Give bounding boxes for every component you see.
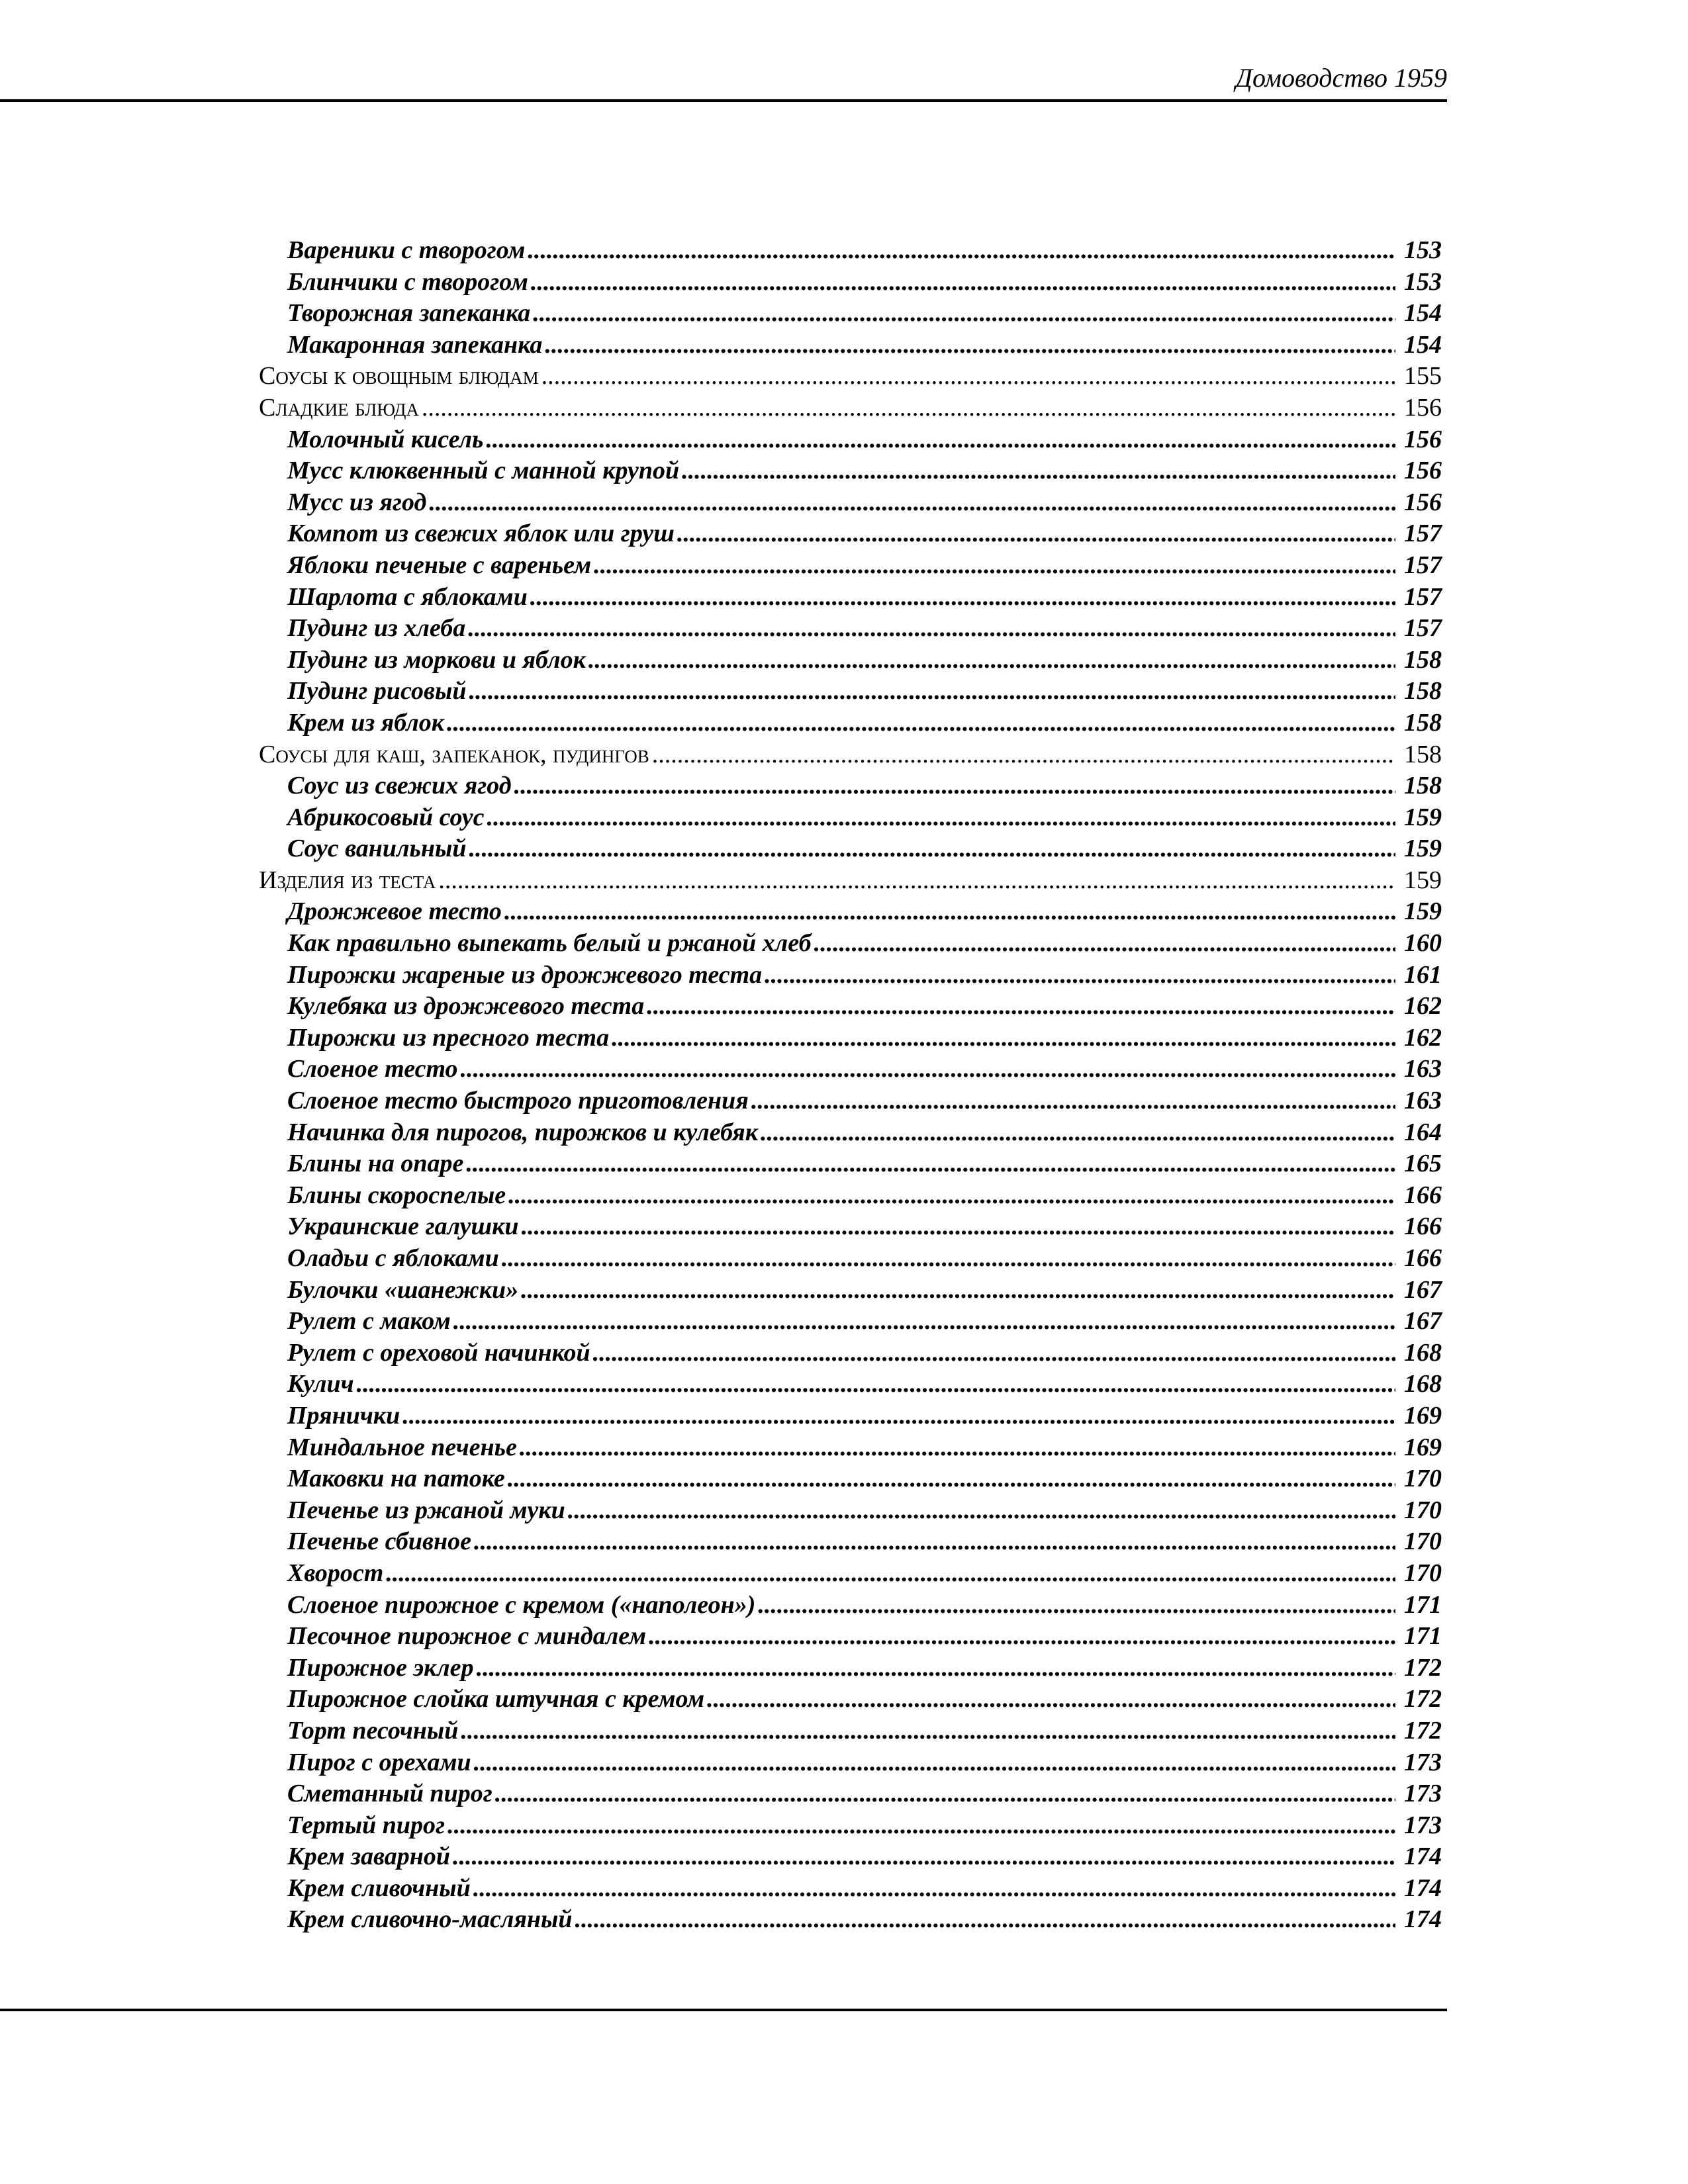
toc-entry-page: 157 [1404,520,1442,548]
toc-dot-leader [357,1369,1395,1400]
toc-dot-leader [568,1495,1395,1527]
toc-entry-page: 172 [1404,1685,1442,1713]
toc-dot-leader [530,582,1395,614]
toc-entry-page: 162 [1404,1023,1442,1052]
toc-entry-title: Оладьи с яблоками [287,1244,499,1272]
toc-entry [259,1778,1442,1810]
toc-dot-leader [514,770,1395,802]
toc-entry-title: Блины скороспелые [287,1181,506,1209]
toc-entry-title: Мусс из ягод [287,488,427,516]
page-header-title: Домоводство 1959 [1235,63,1447,93]
toc-entry-page: 166 [1404,1244,1442,1272]
toc-entry-title: Пудинг из хлеба [287,614,466,643]
toc-entry [259,613,1442,645]
toc-entry-page: 159 [1404,897,1442,926]
toc-entry-title: Мусс клюквенный с манной крупой [287,457,680,485]
header-rule [0,99,1447,102]
toc-entry-title: Изделия из теста [259,866,436,894]
toc-entry-title: Рулет с маком [287,1307,451,1336]
toc-dot-leader [453,1841,1395,1873]
toc-entry-title: Хворост [287,1559,384,1587]
toc-dot-leader [612,1023,1395,1054]
toc-dot-leader [521,1275,1395,1306]
toc-dot-leader [473,1873,1395,1905]
toc-entry-title: Маковки на патоке [287,1465,505,1493]
toc-entry-page: 163 [1404,1087,1442,1115]
toc-dot-leader [751,1085,1395,1117]
toc-entry [259,1653,1442,1684]
toc-dot-leader [765,960,1395,991]
toc-dot-leader [469,676,1395,707]
toc-dot-leader [486,424,1395,456]
toc-dot-leader [649,1621,1395,1653]
toc-entry [259,676,1442,707]
toc-dot-leader [422,392,1395,424]
toc-entry-page: 155 [1404,362,1442,390]
toc-dot-leader [477,1653,1395,1684]
toc-entry-title: Пирожное слойка штучная с кремом [287,1685,705,1713]
toc-entry-page: 156 [1404,457,1442,485]
toc-dot-leader [761,1117,1395,1149]
toc-entry [259,960,1442,991]
toc-entry-title: Сладкие блюда [259,393,419,422]
toc-entry-page: 174 [1404,1874,1442,1902]
toc-section-entry [259,361,1442,392]
toc-entry [259,1558,1442,1590]
toc-entry-title: Печенье из ржаной муки [287,1496,565,1524]
toc-dot-leader [677,518,1395,550]
toc-entry-title: Пудинг из моркови и яблок [287,645,586,674]
toc-entry-title: Крем сливочно-масляный [287,1905,573,1934]
toc-dot-leader [438,865,1395,897]
toc-entry-title: Крем заварной [287,1843,450,1871]
toc-entry-title: Слоеное тесто быстрого приготовления [287,1087,749,1115]
toc-dot-leader [682,455,1395,487]
toc-entry-page: 158 [1404,772,1442,800]
toc-entry [259,1275,1442,1306]
toc-entry-title: Соусы к овощным блюдам [259,362,539,390]
toc-dot-leader [466,1148,1395,1180]
toc-dot-leader [461,1054,1395,1085]
toc-entry-page: 158 [1404,677,1442,705]
toc-entry [259,582,1442,614]
toc-entry-page: 160 [1404,929,1442,958]
toc-entry-title: Как правильно выпекать белый и ржаной хлеб [287,929,812,958]
toc-entry-page: 166 [1404,1181,1442,1209]
toc-entry [259,1747,1442,1779]
toc-dot-leader [814,928,1395,960]
toc-entry [259,645,1442,676]
toc-entry-page: 154 [1404,330,1442,359]
toc-entry-title: Компот из свежих яблок или груш [287,520,675,548]
toc-dot-leader [541,361,1395,392]
toc-entry-title: Песочное пирожное с миндалем [287,1622,647,1651]
toc-entry-page: 159 [1404,866,1442,894]
toc-entry-page: 163 [1404,1055,1442,1083]
toc-dot-leader [447,707,1395,739]
toc-dot-leader [520,1432,1395,1464]
toc-entry [259,455,1442,487]
toc-entry-title: Украинские галушки [287,1212,519,1241]
toc-entry [259,802,1442,834]
toc-entry-page: 159 [1404,803,1442,831]
toc-dot-leader [593,1338,1395,1369]
toc-entry [259,1054,1442,1085]
toc-dot-leader [474,1747,1395,1779]
toc-entry-page: 171 [1404,1622,1442,1651]
toc-entry-title: Булочки «шанежки» [287,1275,519,1304]
toc-dot-leader [402,1400,1395,1432]
toc-entry-page: 168 [1404,1338,1442,1367]
toc-entry [259,330,1442,361]
toc-entry [259,1526,1442,1558]
toc-entry-title: Макаронная запеканка [287,330,543,359]
toc-entry-page: 168 [1404,1370,1442,1398]
toc-entry-title: Творожная запеканка [287,299,531,328]
toc-dot-leader [504,896,1395,928]
toc-entry-page: 156 [1404,425,1442,453]
toc-entry-page: 170 [1404,1465,1442,1493]
toc-entry [259,1463,1442,1495]
toc-entry [259,1180,1442,1212]
toc-entry [259,1117,1442,1149]
toc-dot-leader [594,550,1395,582]
toc-entry-title: Пудинг рисовый [287,677,467,705]
toc-entry [259,1904,1442,1936]
toc-dot-leader [469,833,1396,865]
toc-entry-page: 171 [1404,1590,1442,1619]
toc-entry [259,991,1442,1023]
toc-entry-title: Крем из яблок [287,708,445,737]
toc-entry [259,1495,1442,1527]
toc-entry-page: 170 [1404,1496,1442,1524]
toc-entry-title: Соусы для каш, запеканок, пудингов [259,740,649,768]
table-of-contents [259,235,1442,1936]
toc-dot-leader [386,1558,1395,1590]
footer-rule [0,2009,1447,2011]
toc-entry-page: 156 [1404,393,1442,422]
toc-entry-page: 157 [1404,551,1442,579]
toc-entry-title: Слоеное пирожное с кремом («наполеон») [287,1590,756,1619]
toc-section-entry [259,739,1442,771]
toc-entry-page: 173 [1404,1748,1442,1776]
toc-dot-leader [453,1306,1395,1338]
toc-entry-page: 158 [1404,740,1442,768]
toc-entry-title: Соус из свежих ягод [287,772,512,800]
toc-entry-page: 153 [1404,236,1442,264]
toc-entry-title: Тертый пирог [287,1811,445,1839]
toc-entry [259,1590,1442,1621]
toc-entry-page: 157 [1404,614,1442,643]
toc-entry-page: 167 [1404,1275,1442,1304]
toc-section-entry [259,865,1442,897]
toc-entry [259,833,1442,865]
toc-dot-leader [508,1180,1395,1212]
toc-entry-title: Прянички [287,1401,400,1430]
toc-dot-leader [502,1243,1395,1275]
toc-entry-page: 158 [1404,708,1442,737]
toc-section-entry [259,392,1442,424]
toc-entry-page: 172 [1404,1716,1442,1745]
toc-entry [259,1621,1442,1653]
toc-dot-leader [575,1904,1396,1936]
toc-entry [259,1211,1442,1243]
toc-entry [259,235,1442,267]
toc-entry-title: Шарлота с яблоками [287,582,528,611]
toc-entry-page: 165 [1404,1150,1442,1178]
toc-dot-leader [647,991,1395,1023]
toc-dot-leader [468,613,1395,645]
toc-entry-page: 162 [1404,992,1442,1021]
toc-entry-title: Дрожжевое тесто [287,897,502,926]
toc-dot-leader [495,1778,1395,1810]
toc-dot-leader [652,739,1395,771]
toc-entry-title: Блинчики с творогом [287,267,528,296]
toc-entry-title: Молочный кисель [287,425,484,453]
toc-entry [259,770,1442,802]
toc-entry [259,424,1442,456]
toc-entry-title: Миндальное печенье [287,1433,517,1461]
toc-entry [259,928,1442,960]
toc-entry [259,1085,1442,1117]
toc-dot-leader [758,1590,1395,1621]
toc-entry-title: Блины на опаре [287,1150,464,1178]
toc-entry-title: Кулебяка из дрожжевого теста [287,992,645,1021]
toc-entry-title: Рулет с ореховой начинкой [287,1338,590,1367]
toc-entry-title: Абрикосовый соус [287,803,485,831]
toc-dot-leader [588,645,1395,676]
toc-entry-page: 167 [1404,1307,1442,1336]
toc-entry-page: 156 [1404,488,1442,516]
toc-entry-title: Кулич [287,1370,354,1398]
toc-entry [259,298,1442,330]
toc-dot-leader [545,330,1395,361]
toc-entry-page: 159 [1404,835,1442,863]
toc-dot-leader [429,487,1395,519]
toc-dot-leader [707,1684,1395,1715]
toc-dot-leader [508,1463,1395,1495]
toc-entry [259,1684,1442,1715]
toc-entry-title: Пирожное эклер [287,1653,474,1682]
toc-entry-title: Вареники с творогом [287,236,526,264]
toc-entry-page: 174 [1404,1905,1442,1934]
toc-entry [259,1243,1442,1275]
toc-entry-title: Крем сливочный [287,1874,471,1902]
toc-dot-leader [531,267,1395,298]
toc-entry-title: Начинка для пирогов, пирожков и кулебяк [287,1118,758,1146]
toc-entry-page: 164 [1404,1118,1442,1146]
toc-dot-leader [474,1526,1395,1558]
toc-entry-page: 153 [1404,267,1442,296]
toc-entry-title: Пирожки жареные из дрожжевого теста [287,960,763,989]
toc-entry-page: 174 [1404,1843,1442,1871]
toc-entry [259,1338,1442,1369]
toc-entry [259,1148,1442,1180]
toc-entry [259,896,1442,928]
toc-entry [259,707,1442,739]
toc-entry-page: 170 [1404,1527,1442,1556]
toc-entry [259,1715,1442,1747]
toc-entry [259,1841,1442,1873]
toc-entry-page: 172 [1404,1653,1442,1682]
toc-entry [259,1306,1442,1338]
toc-entry-page: 154 [1404,299,1442,328]
toc-entry [259,1369,1442,1400]
toc-dot-leader [528,235,1395,267]
toc-entry-title: Соус ванильный [287,835,467,863]
toc-entry-page: 166 [1404,1212,1442,1241]
toc-entry [259,267,1442,298]
toc-entry-title: Слоеное тесто [287,1055,458,1083]
toc-dot-leader [461,1715,1395,1747]
toc-dot-leader [533,298,1395,330]
toc-entry-page: 173 [1404,1811,1442,1839]
toc-entry-title: Пирожки из пресного теста [287,1023,610,1052]
toc-entry-title: Яблоки печеные с вареньем [287,551,592,579]
toc-entry [259,518,1442,550]
toc-entry [259,1400,1442,1432]
toc-entry-page: 161 [1404,960,1442,989]
toc-entry-page: 170 [1404,1559,1442,1587]
toc-entry-title: Пирог с орехами [287,1748,471,1776]
toc-entry-page: 158 [1404,645,1442,674]
toc-entry [259,550,1442,582]
toc-entry [259,1023,1442,1054]
toc-entry [259,1810,1442,1842]
toc-entry-title: Печенье сбивное [287,1527,471,1556]
toc-entry-title: Торт песочный [287,1716,459,1745]
toc-dot-leader [487,802,1395,834]
toc-entry-page: 173 [1404,1780,1442,1808]
toc-dot-leader [447,1810,1395,1842]
toc-entry-title: Сметанный пирог [287,1780,492,1808]
toc-dot-leader [522,1211,1395,1243]
toc-entry-page: 157 [1404,582,1442,611]
toc-entry [259,1873,1442,1905]
toc-entry-page: 169 [1404,1433,1442,1461]
toc-entry-page: 169 [1404,1401,1442,1430]
toc-entry [259,1432,1442,1464]
toc-entry [259,487,1442,519]
